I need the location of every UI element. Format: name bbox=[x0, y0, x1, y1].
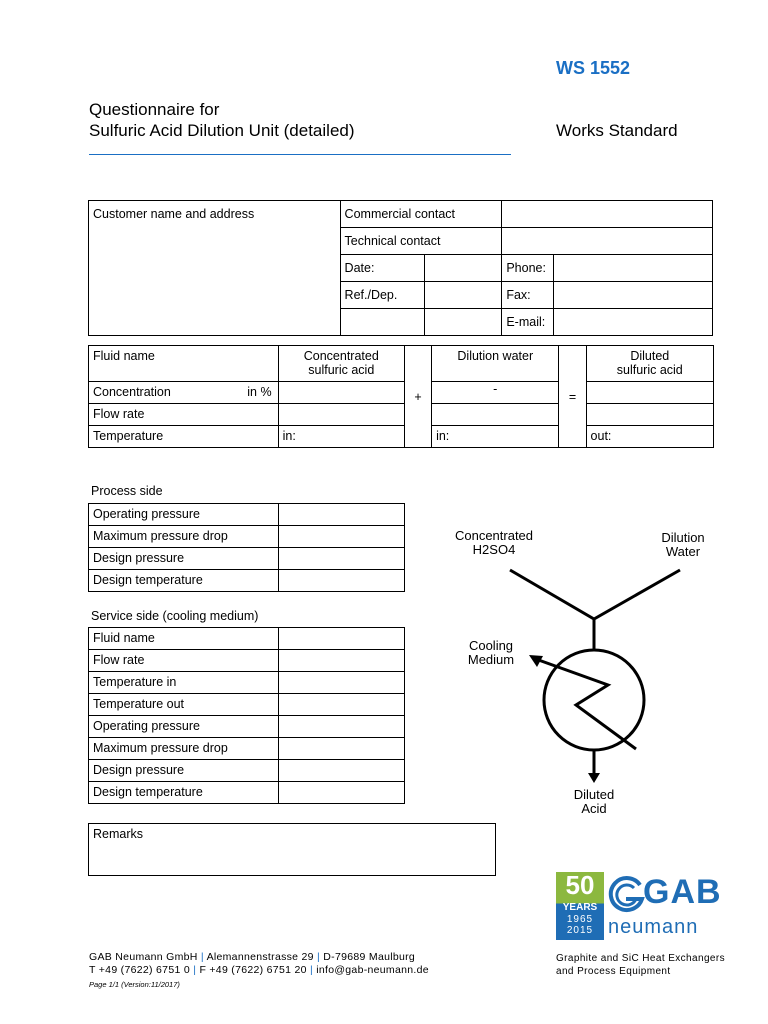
email-label: E-mail: bbox=[502, 309, 554, 336]
phone-field[interactable] bbox=[554, 255, 713, 282]
separator: | bbox=[200, 951, 204, 963]
ref-dep-label: Ref./Dep. bbox=[340, 282, 425, 309]
remarks-label: Remarks bbox=[93, 827, 144, 841]
temp-in-label: in: bbox=[436, 429, 450, 443]
email-field[interactable] bbox=[554, 309, 713, 336]
process-side-table bbox=[88, 503, 405, 592]
process-row-label: Maximum pressure drop bbox=[89, 526, 279, 548]
service-side-table bbox=[88, 627, 405, 804]
remarks-box[interactable] bbox=[88, 823, 496, 876]
diluted-concentration-field[interactable] bbox=[586, 382, 713, 404]
flow-rate-label: Flow rate bbox=[89, 404, 279, 426]
diluted-acid-header bbox=[586, 346, 713, 382]
service-row-field[interactable] bbox=[278, 694, 404, 716]
concentrated-h2so4-label-line-2: H2SO4 bbox=[472, 542, 516, 557]
concentrated-flow-field[interactable] bbox=[278, 404, 404, 426]
customer-name-cell[interactable] bbox=[89, 201, 341, 336]
diluted-temp-field[interactable] bbox=[586, 426, 713, 448]
service-row-field[interactable] bbox=[278, 716, 404, 738]
date-label: Date: bbox=[340, 255, 425, 282]
works-standard-label: Works Standard bbox=[556, 121, 678, 140]
page-title bbox=[89, 99, 355, 141]
concentrated-concentration-field[interactable] bbox=[278, 382, 404, 404]
fax-field[interactable] bbox=[554, 282, 713, 309]
concentrated-acid-header bbox=[278, 346, 404, 382]
dilution-process-diagram bbox=[430, 515, 730, 820]
phone-number: T +49 (7622) 6751 0 bbox=[89, 964, 190, 976]
phone-label: Phone: bbox=[502, 255, 554, 282]
company-name: GAB Neumann GmbH bbox=[89, 951, 198, 963]
date-field[interactable] bbox=[425, 255, 502, 282]
concentrated-temp-field[interactable] bbox=[278, 426, 404, 448]
unit-percent: in % bbox=[247, 385, 272, 399]
title-line-2: Sulfuric Acid Dilution Unit (detailed) bbox=[89, 121, 355, 140]
years-word: YEARS bbox=[562, 902, 598, 913]
blank-field[interactable] bbox=[340, 309, 425, 336]
plus-sign: + bbox=[404, 346, 431, 448]
diluted-flow-field[interactable] bbox=[586, 404, 713, 426]
year-end: 2015 bbox=[566, 925, 594, 936]
concentrated-h2so4-label-line-1: Concentrated bbox=[454, 528, 534, 543]
street: Alemannenstrasse 29 bbox=[206, 951, 314, 963]
temperature-label: Temperature bbox=[89, 426, 279, 448]
service-row-label: Design temperature bbox=[89, 782, 279, 804]
service-row-field[interactable] bbox=[278, 782, 404, 804]
service-row-field[interactable] bbox=[278, 760, 404, 782]
fluid-name-label: Fluid name bbox=[89, 346, 279, 382]
customer-table bbox=[88, 200, 713, 336]
footer-line-1 bbox=[89, 951, 429, 964]
cooling-coil-zigzag bbox=[533, 658, 636, 749]
separator: | bbox=[309, 964, 313, 976]
ref-dep-field[interactable] bbox=[425, 282, 502, 309]
diluted-header-line-1: Diluted bbox=[630, 349, 670, 363]
service-row-field[interactable] bbox=[278, 628, 404, 650]
tagline-line-1: Graphite and SiC Heat Exchangers bbox=[556, 953, 725, 964]
temp-out-label: out: bbox=[590, 429, 612, 443]
process-row-field[interactable] bbox=[278, 526, 405, 548]
commercial-contact-label: Commercial contact bbox=[340, 201, 502, 228]
inlet-pipes bbox=[510, 570, 680, 619]
document-number: WS 1552 bbox=[556, 58, 631, 78]
header-rule bbox=[89, 154, 511, 155]
email-address[interactable]: info@gab-neumann.de bbox=[316, 964, 429, 976]
service-row-label: Maximum pressure drop bbox=[89, 738, 279, 760]
temp-in-label: in: bbox=[282, 429, 296, 443]
concentration-label-cell bbox=[89, 382, 279, 404]
dilution-temp-field[interactable] bbox=[432, 426, 559, 448]
tagline-line-2: and Process Equipment bbox=[556, 966, 671, 977]
cooling-medium-label-line-2: Medium bbox=[467, 652, 515, 667]
diluted-acid-label-line-1: Diluted bbox=[573, 787, 615, 802]
brand-subname: neumann bbox=[608, 916, 699, 938]
service-row-field[interactable] bbox=[278, 672, 404, 694]
technical-contact-field[interactable] bbox=[502, 228, 713, 255]
fax-number: F +49 (7622) 6751 20 bbox=[199, 964, 307, 976]
dilution-flow-field[interactable] bbox=[432, 404, 559, 426]
service-side-heading: Service side (cooling medium) bbox=[91, 609, 259, 623]
city: D-79689 Maulburg bbox=[323, 951, 416, 963]
gab-g-icon bbox=[606, 875, 646, 915]
anniversary-badge bbox=[556, 872, 604, 940]
service-row-field[interactable] bbox=[278, 650, 404, 672]
years-number: 50 bbox=[565, 870, 595, 900]
service-row-label: Design pressure bbox=[89, 760, 279, 782]
concentrated-header-line-1: Concentrated bbox=[303, 349, 379, 363]
company-tagline bbox=[556, 952, 725, 978]
service-row-field[interactable] bbox=[278, 738, 404, 760]
dilution-concentration-field: - bbox=[432, 382, 559, 404]
year-start: 1965 bbox=[566, 914, 594, 925]
process-row-field[interactable] bbox=[278, 504, 405, 526]
commercial-contact-field[interactable] bbox=[502, 201, 713, 228]
technical-contact-label: Technical contact bbox=[340, 228, 502, 255]
cooling-medium-label-line-1: Cooling bbox=[468, 638, 514, 653]
process-row-label: Operating pressure bbox=[89, 504, 279, 526]
concentrated-header-line-2: sulfuric acid bbox=[308, 363, 375, 377]
title-line-1: Questionnaire for bbox=[89, 100, 220, 119]
service-row-label: Flow rate bbox=[89, 650, 279, 672]
service-row-label: Temperature in bbox=[89, 672, 279, 694]
dilution-water-label-line-1: Dilution bbox=[661, 530, 705, 545]
dilution-water-header: Dilution water bbox=[432, 346, 559, 382]
equals-sign: = bbox=[559, 346, 586, 448]
customer-name-label: Customer name and address bbox=[93, 207, 255, 221]
service-row-label: Temperature out bbox=[89, 694, 279, 716]
blank-field[interactable] bbox=[425, 309, 502, 336]
fax-label: Fax: bbox=[502, 282, 554, 309]
separator: | bbox=[193, 964, 197, 976]
process-row-field[interactable] bbox=[278, 570, 405, 592]
concentration-label: Concentration bbox=[93, 385, 171, 399]
separator: | bbox=[317, 951, 321, 963]
footer-address bbox=[89, 951, 429, 977]
service-row-label: Fluid name bbox=[89, 628, 279, 650]
outlet-arrow-head bbox=[588, 773, 600, 783]
dilution-water-label-line-2: Water bbox=[665, 544, 701, 559]
diluted-acid-label-line-2: Acid bbox=[581, 801, 607, 816]
diluted-header-line-2: sulfuric acid bbox=[616, 363, 683, 377]
heat-exchanger-circle bbox=[544, 650, 644, 750]
process-row-label: Design pressure bbox=[89, 548, 279, 570]
process-row-field[interactable] bbox=[278, 548, 405, 570]
footer-line-2 bbox=[89, 964, 429, 977]
page-info: Page 1/1 (Version:11/2017) bbox=[89, 980, 180, 989]
service-row-label: Operating pressure bbox=[89, 716, 279, 738]
process-side-heading: Process side bbox=[91, 484, 163, 498]
brand-name: GAB bbox=[643, 873, 722, 911]
process-row-label: Design temperature bbox=[89, 570, 279, 592]
fluid-table bbox=[88, 345, 714, 448]
